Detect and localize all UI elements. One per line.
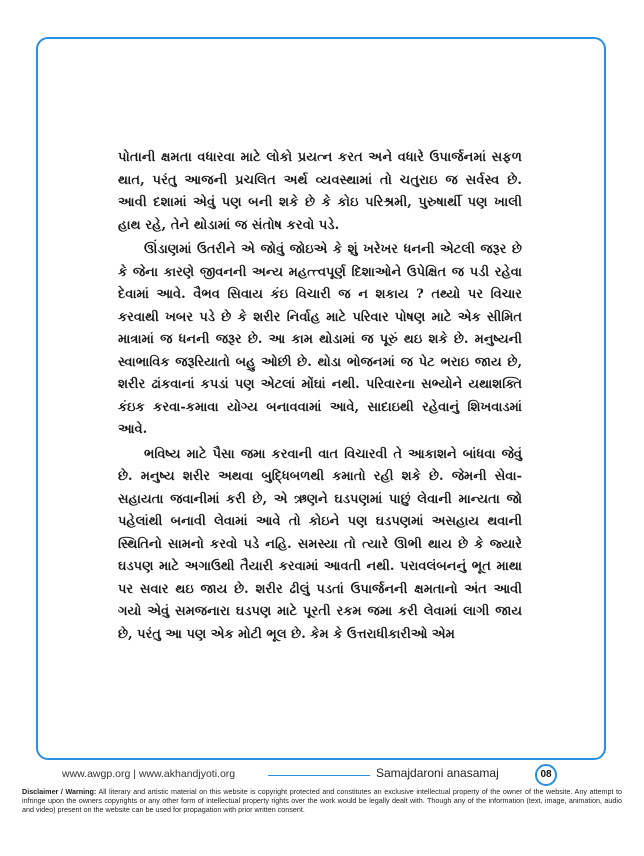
disclaimer (22, 787, 622, 814)
paragraph-2: ઊંડાણમાં ઉતરીને એ જોવું જોઇએ કે શું ખરેખર ધનની એટલી જરૂર છે કે જેના કારણે જીવનની અન્ય મહત્ત્વપૂર્ણ દિશાઓને ઉપેક્ષિત જ પડી રહેવા દેવામાં આવે. વૈભવ સિવાય કંઇ વિચારી જ ન શકાય ? તથ્યો પર વિચાર કરવાથી ખબર પડે છે કે શરીર નિર્વાહ માટે પરિવાર પોષણ માટે એક સીમિત માત્રામાં જ ધનની જરૂર છે. આ કામ થોડામાં જ પૂરું થઇ શકે છે. મનુષ્યની સ્વાભાવિક જરૂરિયાતો બહુ ઓછી છે. થોડા ભોજનમાં જ પેટ ભરાઇ જાય છે, શરીર ઢાંકવાનાં કપડાં પણ એટલાં મોંઘાં નથી. પરિવારના સભ્યોને યથાશક્તિ કંઇક કરવા-કમાવા યોગ્ય બનાવવામાં આવે, સાદાઇથી રહેવાનું શિખવાડમાં આવે. (118, 242, 522, 437)
disclaimer-text: All literary and artistic material on this website is copyright protected and constitutes an exclusive intellectual property of the owner of the website. Any attempt to infringe upon the owners copyrights or any other form of intellectual property rights over the work would be legally dealt with. Though any of the information (text, image, animation, audio and video) present on the website can be used for propagation with prior written consent. (22, 787, 622, 814)
footer-divider (268, 775, 370, 776)
page-number-badge: 08 (535, 764, 557, 786)
paragraph-1: પોતાની ક્ષમતા વધારવા માટે લોકો પ્રયત્ન કરત અને વધારે ઉપાર્જનમાં સફળ થાત, પરંતુ આજની પ્રચલિત અર્થ વ્યવસ્થામાં તો ચતુરાઇ જ સર્વસ્વ છે. આવી દશામાં એવું પણ બની શકે છે કે કોઇ પરિશ્રમી, પુરુષાર્થી પણ ખાલી હાથ રહે, તેને થોડામાં જ સંતોષ કરવો પડે. (118, 150, 522, 233)
article-body (118, 147, 522, 646)
disclaimer-label: Disclaimer / Warning: (22, 787, 97, 796)
magazine-title: Samajdaroni anasamaj (376, 766, 499, 780)
paragraph-3: ભવિષ્ય માટે પૈસા જમા કરવાની વાત વિચારવી તે આકાશને બાંધવા જેવું છે. મનુષ્ય શરીર અથવા બુદ્ધિબળથી કમાતો રહી શકે છે. જેમની સેવા-સહાયતા જવાનીમાં કરી છે, એ ઋણને ઘડપણમાં પાછું લેવાની માન્યતા જો પહેલાંથી બનાવી લેવામાં આવે તો કોઇને પણ ઘડપણમાં અસહાય થવાની સ્થિતિનો સામનો કરવો પડે નહિ. સમસ્યા તો ત્યારે ઊભી થાય છે કે જ્યારે ઘડપણ માટે અગાઉથી તૈયારી કરવામાં આવતી નથી. પરાવલંબનનું ભૂત માથા પર સવાર થઇ જાય છે. શરીર ઢીલું પડતાં ઉપાર્જનની ક્ષમતાનો અંત આવી ગયો એવું સમજનારા ઘડપણ માટે પૂરતી રકમ જમા કરી લેવામાં લાગી જાય છે, પરંતુ આ પણ એક મોટી ભૂલ છે. કેમ કે ઉત્તરાધીકારીઓ એમ (118, 446, 522, 642)
website-links[interactable]: www.awgp.org | www.akhandjyoti.org (62, 768, 236, 780)
